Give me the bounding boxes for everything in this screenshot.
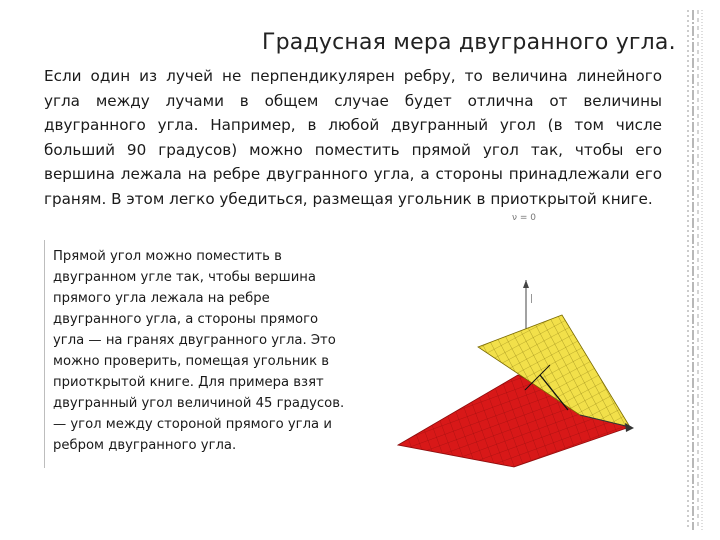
main-paragraph: Если один из лучей не перпендикулярен ребру, то величина линейного угла между лучами в общем случае будет отлична от величины двугранного угла. Например, в любой двугранный угол (в том числе больший 90 градусов) можно поместить прямой угол так, чтобы его вершина лежала на ребре двугранного угла, а стороны принадлежали его граням. В этом легко убедиться, размещая угольник в приоткрытой книге. bbox=[44, 67, 662, 208]
edge-arrow-icon bbox=[625, 423, 634, 432]
caption-text bbox=[53, 246, 383, 456]
slide-title: Градусная мера двугранного угла. bbox=[262, 30, 676, 55]
caption-line: двугранного угла, а стороны прямого bbox=[53, 312, 319, 327]
caption-line: угла — на гранях двугранного угла. Это bbox=[53, 333, 336, 348]
caption-line: приоткрытой книге. Для примера взят bbox=[53, 375, 324, 390]
figure-label: ν = 0 bbox=[512, 213, 537, 223]
caption-line: двугранный угол величиной 45 градусов. bbox=[53, 396, 345, 411]
caption-line: Прямой угол можно поместить в bbox=[53, 249, 282, 264]
caption-line: ребром двугранного угла. bbox=[53, 438, 237, 453]
decorative-border bbox=[684, 0, 706, 540]
dihedral-angle-figure bbox=[390, 205, 680, 480]
axis-tick-mark: | bbox=[530, 294, 534, 304]
caption-line: прямого угла лежала на ребре bbox=[53, 291, 270, 306]
caption-line: — угол между стороной прямого угла и bbox=[53, 417, 332, 432]
caption-line: двугранном угле так, чтобы вершина bbox=[53, 270, 316, 285]
axis-arrow-icon bbox=[523, 280, 529, 288]
caption-line: можно проверить, помещая угольник в bbox=[53, 354, 330, 369]
